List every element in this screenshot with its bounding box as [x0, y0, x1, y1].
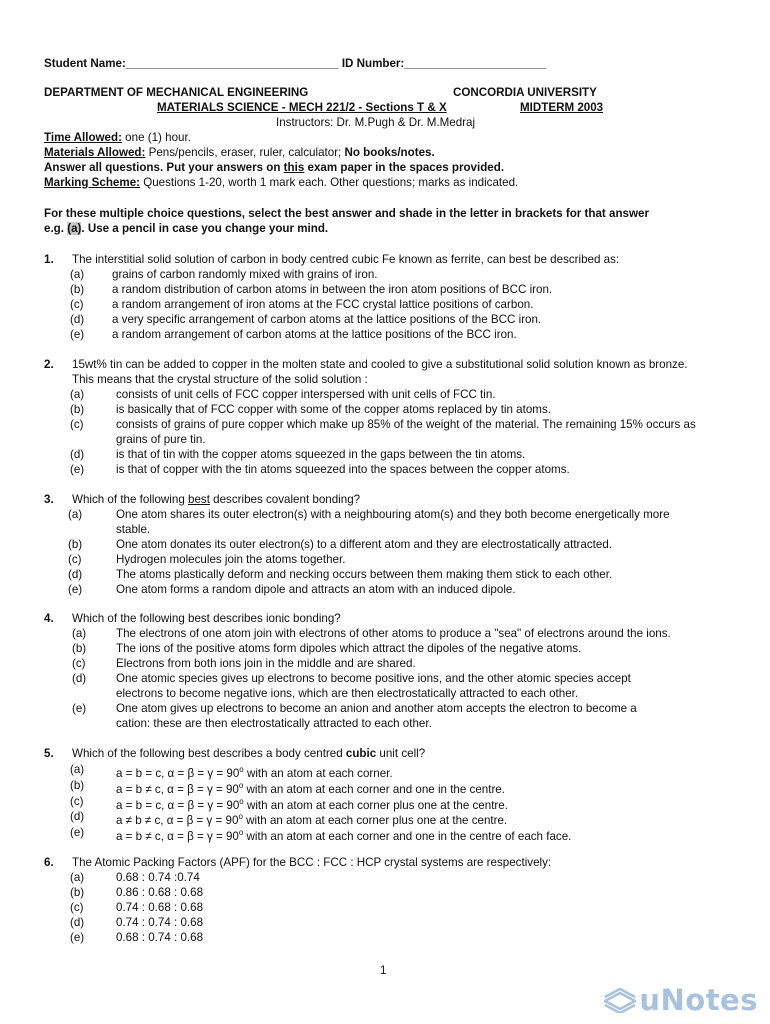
option-letter-e[interactable]: (e): [68, 583, 83, 596]
option-formula: a = b = c, α = β = γ = 90: [116, 766, 240, 780]
department-name: DEPARTMENT OF MECHANICAL ENGINEERING: [44, 86, 309, 99]
university-name: CONCORDIA UNIVERSITY: [453, 86, 597, 99]
question-number: 1.: [44, 253, 54, 266]
question-number: 2.: [44, 358, 54, 371]
exam-title: MIDTERM 2003: [520, 101, 604, 114]
option-text-b: a random distribution of carbon atoms in between the iron atom positions of BCC iron.: [112, 283, 553, 296]
student-name-field[interactable]: _________________________________: [125, 57, 339, 70]
option-rest: with an atom at each corner plus one at the centre.: [242, 813, 508, 827]
option-letter-a[interactable]: (a): [70, 871, 85, 884]
option-rest: with an atom at each corner and one in the centre of each face.: [243, 829, 572, 843]
answer-instructions: [44, 161, 718, 176]
option-letter-a[interactable]: (a): [72, 627, 87, 640]
option-text-c: a random arrangement of iron atoms at the FCC crystal lattice positions of carbon.: [112, 298, 534, 311]
option-letter-e[interactable]: (e): [70, 931, 85, 944]
option-text-e: is that of copper with the tin atoms squeezed into the spaces between the copper atoms.: [116, 463, 570, 476]
option-text-d: The atoms plastically deform and necking occurs between them making them stick to each other.: [116, 568, 613, 581]
option-text-d: One atomic species gives up electrons to become positive ions, and the other atomic species accept: [116, 672, 631, 685]
option-text-a: One atom shares its outer electron(s) with a neighbouring atom(s) and they both become energetically more: [116, 508, 670, 521]
time-allowed: [44, 131, 718, 146]
option-text-c: Electrons from both ions join in the middle and are shared.: [116, 657, 416, 670]
degree-sup: o: [239, 797, 244, 806]
option-text-d: 0.74 : 0.74 : 0.68: [116, 916, 204, 929]
no-books-note: No books/notes.: [341, 146, 435, 159]
option-text-e: One atom gives up electrons to become an anion and another atom accepts the electron to become a: [116, 702, 637, 715]
option-text-a-cont: stable.: [116, 523, 151, 536]
question-text-line2: This means that the crystal structure of the solid solution :: [72, 373, 368, 386]
student-name-line: [44, 57, 546, 72]
option-letter-c[interactable]: (c): [68, 553, 82, 566]
option-text-d-cont: electrons to become negative ions, which are then electrostatically attracted to each other.: [116, 687, 579, 700]
question-number: 6.: [44, 856, 54, 869]
option-letter-a[interactable]: (a): [70, 388, 85, 401]
question-number: 3.: [44, 493, 54, 506]
option-letter-e[interactable]: (e): [70, 328, 85, 341]
option-text-e-cont: cation: these are then electrostatically attracted to each other.: [116, 717, 432, 730]
question-number: 4.: [44, 612, 54, 625]
option-text-e: 0.68 : 0.74 : 0.68: [116, 931, 204, 944]
option-text-b: The ions of the positive atoms form dipoles which attract the dipoles of the negative atoms.: [116, 642, 582, 655]
option-letter-d[interactable]: (d): [70, 448, 85, 461]
option-text-b: One atom donates its outer electron(s) to a different atom and they are electrostatically attracted.: [116, 538, 613, 551]
option-text-c: Hydrogen molecules join the atoms together.: [116, 553, 346, 566]
option-text-c: consists of grains of pure copper which make up 85% of the weight of the material. The remaining 15% occurs as: [116, 418, 696, 431]
option-text-a: grains of carbon randomly mixed with grains of iron.: [112, 268, 378, 281]
option-letter-e[interactable]: (e): [72, 702, 87, 715]
notes-stack-icon: [603, 987, 637, 1013]
question-number: 5.: [44, 747, 54, 760]
option-letter-d[interactable]: (d): [70, 916, 85, 929]
materials-allowed-label: Materials Allowed:: [44, 146, 146, 159]
option-rest: with an atom at each corner and one in the centre.: [243, 782, 505, 796]
mc-instructions-line1: For these multiple choice questions, select the best answer and shade in the letter in brackets for that answer: [44, 207, 649, 220]
time-allowed-value: one (1) hour.: [121, 131, 191, 144]
marking-scheme: [44, 176, 718, 191]
option-letter-b[interactable]: (b): [70, 403, 85, 416]
question-text: [72, 493, 718, 508]
marking-scheme-value: Questions 1-20, worth 1 mark each. Other questions; marks as indicated.: [140, 176, 519, 189]
option-text-d: a very specific arrangement of carbon atoms at the lattice positions of the BCC iron.: [112, 313, 542, 326]
question-text-line1: 15wt% tin can be added to copper in the molten state and cooled to give a substitutional solid solution known as bronze.: [72, 358, 688, 371]
option-letter-a[interactable]: (a): [70, 763, 85, 776]
option-text-e: a random arrangement of carbon atoms at the lattice positions of the BCC iron.: [112, 328, 517, 341]
question-text: The Atomic Packing Factors (APF) for the BCC : FCC : HCP crystal systems are respectively:: [72, 856, 552, 869]
option-letter-d[interactable]: (d): [68, 568, 83, 581]
option-formula: a ≠ b ≠ c, α = β = γ = 90: [116, 813, 239, 827]
option-text-d: is that of tin with the copper atoms squeezed in the gaps between the tin atoms.: [116, 448, 526, 461]
answer-text-a: Answer all questions. Put your answers on: [44, 161, 284, 174]
option-letter-a[interactable]: (a): [70, 268, 85, 281]
student-name-label: Student Name:: [44, 57, 126, 70]
option-formula: a = b = c, α = β = γ = 90: [116, 798, 240, 812]
degree-sup: o: [238, 781, 244, 790]
materials-allowed: [44, 146, 718, 161]
page-number: 1: [380, 964, 387, 977]
course-title: MATERIALS SCIENCE - MECH 221/2 - Sections T & X: [157, 101, 447, 114]
option-letter-b[interactable]: (b): [70, 886, 85, 899]
instructors: Instructors: Dr. M.Pugh & Dr. M.Medraj: [276, 116, 476, 129]
option-rest: with an atom at each corner.: [243, 766, 393, 780]
option-text-b: 0.86 : 0.68 : 0.68: [116, 886, 204, 899]
question-text-a: Which of the following: [72, 493, 188, 506]
question-text-cubic: cubic: [345, 747, 377, 760]
eg-text-b: . Use a pencil in case you change your mind.: [81, 222, 329, 235]
option-letter-b[interactable]: (b): [70, 779, 85, 792]
example-shaded-answer: (a): [67, 222, 82, 235]
question-text: [72, 747, 718, 762]
option-text-c-cont: grains of pure tin.: [116, 433, 206, 446]
option-letter-e[interactable]: (e): [70, 826, 85, 839]
question-text-b: unit cell?: [376, 747, 426, 760]
option-formula: a = b ≠ c, α = β = γ = 90: [116, 782, 239, 796]
degree-sup: o: [239, 765, 244, 774]
option-letter-c[interactable]: (c): [70, 795, 84, 808]
option-letter-d[interactable]: (d): [72, 672, 87, 685]
option-formula: a = b ≠ c, α = β = γ = 90: [116, 829, 239, 843]
option-letter-c[interactable]: (c): [70, 418, 84, 431]
option-letter-b[interactable]: (b): [70, 283, 85, 296]
option-letter-b[interactable]: (b): [68, 538, 83, 551]
option-text-e: [116, 826, 718, 845]
option-letter-a[interactable]: (a): [68, 508, 83, 521]
logo-text: uNotes: [639, 983, 758, 1017]
option-text-a: 0.68 : 0.74 :0.74: [116, 871, 200, 884]
id-number-label: ID Number:: [338, 57, 405, 70]
mc-instructions-line2: [44, 222, 718, 237]
question-text: The interstitial solid solution of carbon in body centred cubic Fe known as ferrite, can best be described as:: [72, 253, 620, 266]
degree-sup: o: [238, 812, 243, 821]
option-text-a: consists of unit cells of FCC copper interspersed with unit cells of FCC tin.: [116, 388, 496, 401]
option-text-e: One atom forms a random dipole and attracts an atom with an induced dipole.: [116, 583, 516, 596]
answer-this: this: [283, 161, 305, 174]
option-text-c: 0.74 : 0.68 : 0.68: [116, 901, 204, 914]
eg-text: e.g.: [44, 222, 68, 235]
answer-text-b: exam paper in the spaces provided.: [304, 161, 505, 174]
question-text: Which of the following best describes ionic bonding?: [72, 612, 341, 625]
degree-sup: o: [238, 828, 244, 837]
option-text-b: is basically that of FCC copper with some of the copper atoms replaced by tin atoms.: [116, 403, 551, 416]
question-text-best: best: [188, 493, 210, 506]
time-allowed-label: Time Allowed:: [44, 131, 122, 144]
option-letter-b[interactable]: (b): [72, 642, 87, 655]
option-letter-c[interactable]: (c): [72, 657, 86, 670]
option-letter-d[interactable]: (d): [70, 313, 85, 326]
id-number-field[interactable]: ______________________: [404, 57, 547, 70]
marking-scheme-label: Marking Scheme:: [44, 176, 140, 189]
question-text-a: Which of the following best describes a body centred: [72, 747, 346, 760]
option-text-a: The electrons of one atom join with electrons of other atoms to produce a "sea" of electrons around the ions.: [116, 627, 671, 640]
option-rest: with an atom at each corner plus one at the centre.: [243, 798, 508, 812]
question-text-b: describes covalent bonding?: [209, 493, 361, 506]
option-letter-c[interactable]: (c): [70, 298, 84, 311]
materials-allowed-value: Pens/pencils, eraser, ruler, calculator;: [145, 146, 342, 159]
unotes-logo: [603, 984, 758, 1016]
option-letter-c[interactable]: (c): [70, 901, 84, 914]
option-letter-d[interactable]: (d): [70, 810, 85, 823]
option-letter-e[interactable]: (e): [70, 463, 85, 476]
